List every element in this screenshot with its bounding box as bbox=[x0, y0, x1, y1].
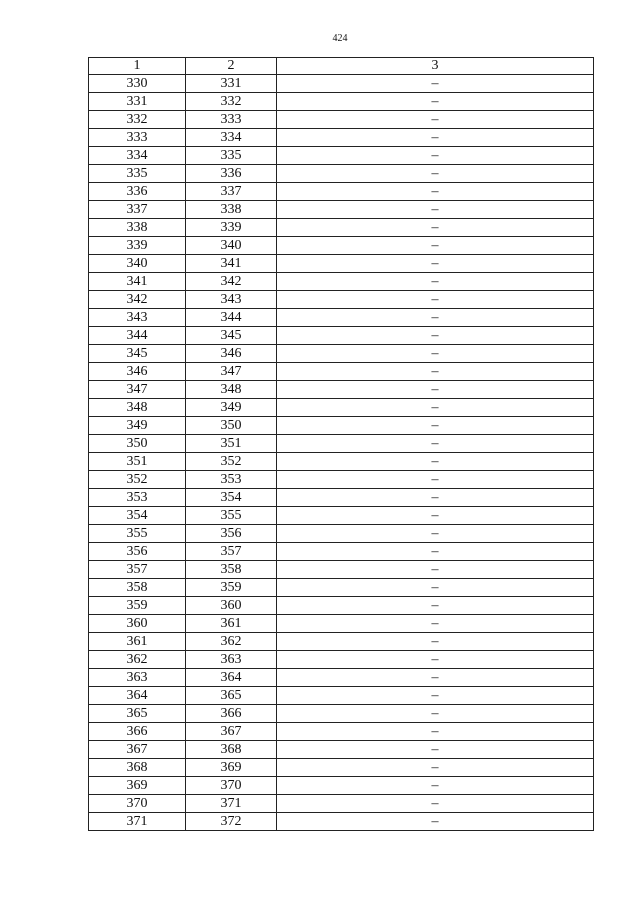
table-row bbox=[89, 165, 594, 183]
table-cell-col-3: – bbox=[277, 435, 594, 453]
table-cell-col-1: 368 bbox=[89, 759, 186, 777]
table-row bbox=[89, 201, 594, 219]
table-cell-col-3: – bbox=[277, 453, 594, 471]
table-cell-col-3: – bbox=[277, 651, 594, 669]
table-cell-col-1: 358 bbox=[89, 579, 186, 597]
table-cell-col-1: 361 bbox=[89, 633, 186, 651]
table-row bbox=[89, 381, 594, 399]
table-cell-col-2: 334 bbox=[186, 129, 277, 147]
table-cell-col-1: 336 bbox=[89, 183, 186, 201]
table-row bbox=[89, 183, 594, 201]
table-cell-col-1: 365 bbox=[89, 705, 186, 723]
table-row bbox=[89, 129, 594, 147]
table-row bbox=[89, 507, 594, 525]
table-cell-col-1: 354 bbox=[89, 507, 186, 525]
table-cell-col-1: 355 bbox=[89, 525, 186, 543]
table-row bbox=[89, 399, 594, 417]
table-cell-col-2: 332 bbox=[186, 93, 277, 111]
table-cell-col-2: 355 bbox=[186, 507, 277, 525]
table-cell-col-3: – bbox=[277, 345, 594, 363]
table-row bbox=[89, 309, 594, 327]
table-cell-col-2: 347 bbox=[186, 363, 277, 381]
table-cell-col-1: 351 bbox=[89, 453, 186, 471]
table-cell-col-2: 360 bbox=[186, 597, 277, 615]
table-cell-col-1: 363 bbox=[89, 669, 186, 687]
table-cell-col-1: 332 bbox=[89, 111, 186, 129]
table-row bbox=[89, 597, 594, 615]
table-cell-col-2: 357 bbox=[186, 543, 277, 561]
table-cell-col-2: 340 bbox=[186, 237, 277, 255]
page-number: 424 bbox=[332, 33, 348, 44]
table-cell-col-1: 330 bbox=[89, 75, 186, 93]
table-cell-col-3: – bbox=[277, 219, 594, 237]
table-cell-col-2: 369 bbox=[186, 759, 277, 777]
table-cell-col-1: 335 bbox=[89, 165, 186, 183]
table-cell-col-1: 342 bbox=[89, 291, 186, 309]
table-row bbox=[89, 435, 594, 453]
table-cell-col-1: 350 bbox=[89, 435, 186, 453]
table-cell-col-3: – bbox=[277, 201, 594, 219]
table-row bbox=[89, 453, 594, 471]
table-row bbox=[89, 633, 594, 651]
table-row bbox=[89, 489, 594, 507]
table-cell-col-1: 356 bbox=[89, 543, 186, 561]
table-cell-col-3: – bbox=[277, 795, 594, 813]
table-row bbox=[89, 795, 594, 813]
table-cell-col-3: – bbox=[277, 255, 594, 273]
table-cell-col-2: 361 bbox=[186, 615, 277, 633]
table-row bbox=[89, 345, 594, 363]
table-cell-col-1: 343 bbox=[89, 309, 186, 327]
table-cell-col-3: – bbox=[277, 309, 594, 327]
table-cell-col-2: 344 bbox=[186, 309, 277, 327]
table-cell-col-1: 369 bbox=[89, 777, 186, 795]
table-cell-col-3: – bbox=[277, 705, 594, 723]
table-cell-col-1: 359 bbox=[89, 597, 186, 615]
table-cell-col-2: 354 bbox=[186, 489, 277, 507]
table-cell-col-2: 364 bbox=[186, 669, 277, 687]
table-cell-col-2: 365 bbox=[186, 687, 277, 705]
table-cell-col-2: 371 bbox=[186, 795, 277, 813]
table-cell-col-1: 331 bbox=[89, 93, 186, 111]
table-cell-col-2: 362 bbox=[186, 633, 277, 651]
column-header-1: 1 bbox=[89, 58, 186, 75]
table-cell-col-3: – bbox=[277, 417, 594, 435]
table-cell-col-1: 357 bbox=[89, 561, 186, 579]
table-row bbox=[89, 471, 594, 489]
table-cell-col-1: 345 bbox=[89, 345, 186, 363]
table-cell-col-1: 348 bbox=[89, 399, 186, 417]
table-row bbox=[89, 237, 594, 255]
table-cell-col-3: – bbox=[277, 579, 594, 597]
table-row bbox=[89, 417, 594, 435]
table-row bbox=[89, 363, 594, 381]
table-cell-col-3: – bbox=[277, 597, 594, 615]
table-cell-col-2: 359 bbox=[186, 579, 277, 597]
table-cell-col-2: 363 bbox=[186, 651, 277, 669]
table-cell-col-3: – bbox=[277, 777, 594, 795]
table-row bbox=[89, 543, 594, 561]
table-cell-col-3: – bbox=[277, 363, 594, 381]
table-cell-col-2: 353 bbox=[186, 471, 277, 489]
table-row bbox=[89, 741, 594, 759]
table-row bbox=[89, 93, 594, 111]
table-cell-col-1: 370 bbox=[89, 795, 186, 813]
table-cell-col-1: 349 bbox=[89, 417, 186, 435]
table-cell-col-1: 360 bbox=[89, 615, 186, 633]
table-cell-col-2: 368 bbox=[186, 741, 277, 759]
table-cell-col-2: 351 bbox=[186, 435, 277, 453]
table-cell-col-3: – bbox=[277, 75, 594, 93]
table-cell-col-2: 338 bbox=[186, 201, 277, 219]
table-row bbox=[89, 651, 594, 669]
table-cell-col-3: – bbox=[277, 543, 594, 561]
table-cell-col-1: 346 bbox=[89, 363, 186, 381]
table-cell-col-1: 344 bbox=[89, 327, 186, 345]
table-cell-col-2: 349 bbox=[186, 399, 277, 417]
table-cell-col-3: – bbox=[277, 111, 594, 129]
table-cell-col-1: 362 bbox=[89, 651, 186, 669]
table-row bbox=[89, 327, 594, 345]
table-row bbox=[89, 669, 594, 687]
table-cell-col-3: – bbox=[277, 489, 594, 507]
table-cell-col-3: – bbox=[277, 147, 594, 165]
table-cell-col-3: – bbox=[277, 615, 594, 633]
table-cell-col-3: – bbox=[277, 237, 594, 255]
table-row bbox=[89, 219, 594, 237]
table-cell-col-2: 348 bbox=[186, 381, 277, 399]
table-cell-col-3: – bbox=[277, 525, 594, 543]
table-row bbox=[89, 525, 594, 543]
table-cell-col-1: 352 bbox=[89, 471, 186, 489]
table-cell-col-3: – bbox=[277, 759, 594, 777]
table-cell-col-3: – bbox=[277, 93, 594, 111]
table-cell-col-3: – bbox=[277, 273, 594, 291]
table-cell-col-3: – bbox=[277, 399, 594, 417]
table-cell-col-1: 333 bbox=[89, 129, 186, 147]
table-cell-col-1: 337 bbox=[89, 201, 186, 219]
table-cell-col-3: – bbox=[277, 183, 594, 201]
table-row bbox=[89, 723, 594, 741]
table-row bbox=[89, 687, 594, 705]
table-row bbox=[89, 813, 594, 831]
table-cell-col-1: 339 bbox=[89, 237, 186, 255]
table-cell-col-1: 366 bbox=[89, 723, 186, 741]
table-row bbox=[89, 111, 594, 129]
table-cell-col-3: – bbox=[277, 291, 594, 309]
table-cell-col-2: 337 bbox=[186, 183, 277, 201]
table-cell-col-2: 366 bbox=[186, 705, 277, 723]
table-cell-col-1: 338 bbox=[89, 219, 186, 237]
table-cell-col-1: 340 bbox=[89, 255, 186, 273]
table-row bbox=[89, 291, 594, 309]
table-header bbox=[89, 58, 594, 75]
column-header-2: 2 bbox=[186, 58, 277, 75]
table-body bbox=[89, 75, 594, 831]
table-cell-col-1: 364 bbox=[89, 687, 186, 705]
table-cell-col-1: 367 bbox=[89, 741, 186, 759]
table-cell-col-2: 367 bbox=[186, 723, 277, 741]
table-cell-col-2: 372 bbox=[186, 813, 277, 831]
table-cell-col-2: 343 bbox=[186, 291, 277, 309]
table-cell-col-2: 345 bbox=[186, 327, 277, 345]
table-row bbox=[89, 561, 594, 579]
table-cell-col-2: 342 bbox=[186, 273, 277, 291]
table-cell-col-2: 352 bbox=[186, 453, 277, 471]
table-row bbox=[89, 579, 594, 597]
table-cell-col-3: – bbox=[277, 813, 594, 831]
table-cell-col-3: – bbox=[277, 633, 594, 651]
table-cell-col-1: 371 bbox=[89, 813, 186, 831]
table-cell-col-2: 339 bbox=[186, 219, 277, 237]
table-cell-col-3: – bbox=[277, 165, 594, 183]
table-cell-col-3: – bbox=[277, 381, 594, 399]
table-cell-col-3: – bbox=[277, 471, 594, 489]
table-cell-col-2: 341 bbox=[186, 255, 277, 273]
table-cell-col-1: 341 bbox=[89, 273, 186, 291]
table-cell-col-3: – bbox=[277, 669, 594, 687]
table-cell-col-3: – bbox=[277, 687, 594, 705]
table-row bbox=[89, 777, 594, 795]
table-cell-col-2: 358 bbox=[186, 561, 277, 579]
table-cell-col-2: 335 bbox=[186, 147, 277, 165]
table-cell-col-1: 353 bbox=[89, 489, 186, 507]
table-cell-col-1: 334 bbox=[89, 147, 186, 165]
table-cell-col-2: 331 bbox=[186, 75, 277, 93]
table-row bbox=[89, 75, 594, 93]
column-header-3: 3 bbox=[277, 58, 594, 75]
table-cell-col-3: – bbox=[277, 507, 594, 525]
table-cell-col-3: – bbox=[277, 723, 594, 741]
table-cell-col-2: 336 bbox=[186, 165, 277, 183]
table-cell-col-2: 346 bbox=[186, 345, 277, 363]
table-header-row bbox=[89, 58, 594, 75]
table-row bbox=[89, 705, 594, 723]
table-row bbox=[89, 273, 594, 291]
table-cell-col-2: 356 bbox=[186, 525, 277, 543]
table-cell-col-1: 347 bbox=[89, 381, 186, 399]
table-row bbox=[89, 255, 594, 273]
table-cell-col-3: – bbox=[277, 561, 594, 579]
table-cell-col-3: – bbox=[277, 741, 594, 759]
table-cell-col-3: – bbox=[277, 327, 594, 345]
table-cell-col-2: 350 bbox=[186, 417, 277, 435]
table-cell-col-3: – bbox=[277, 129, 594, 147]
table-cell-col-2: 333 bbox=[186, 111, 277, 129]
table-row bbox=[89, 759, 594, 777]
table-row bbox=[89, 615, 594, 633]
table-row bbox=[89, 147, 594, 165]
data-table bbox=[88, 57, 594, 831]
table-cell-col-2: 370 bbox=[186, 777, 277, 795]
